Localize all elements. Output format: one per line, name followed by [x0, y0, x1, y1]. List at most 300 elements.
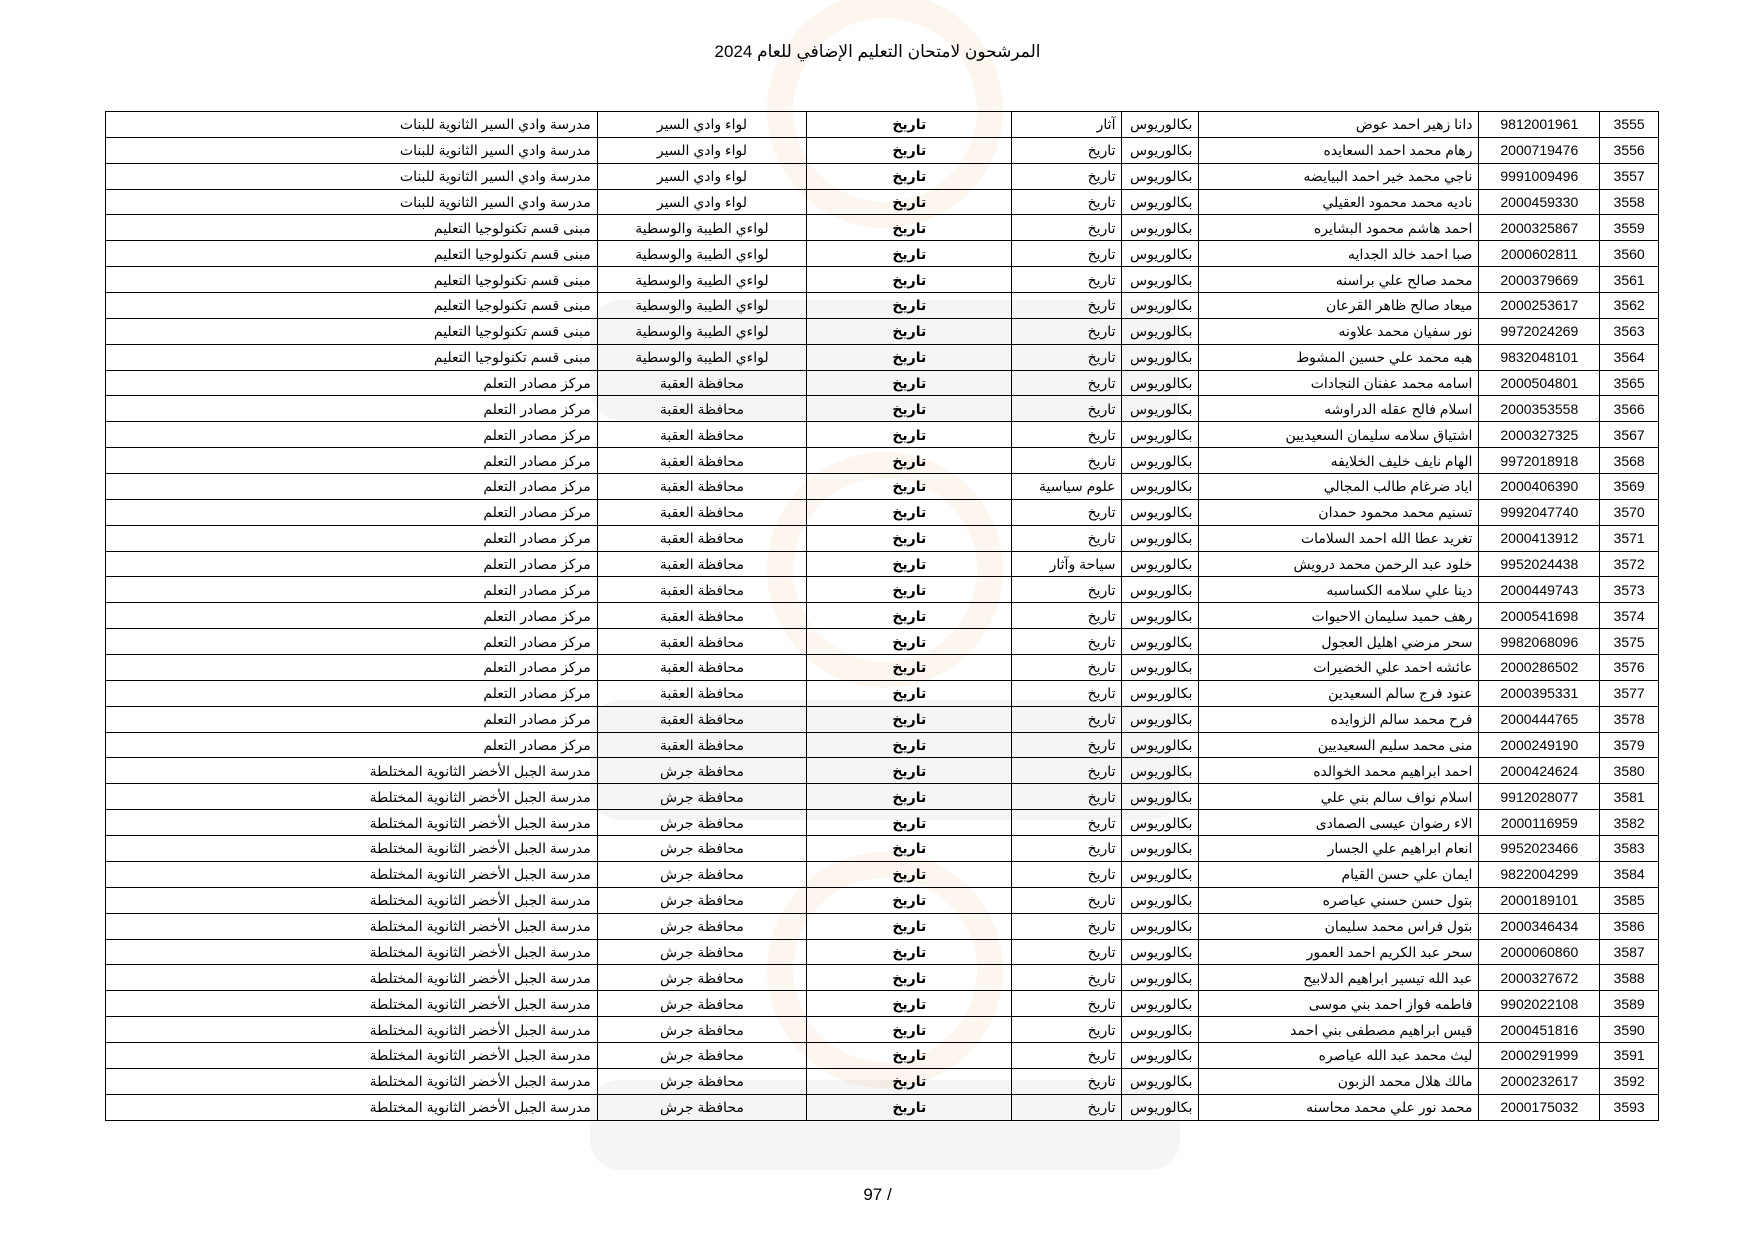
exam-center-cell: مدرسة الجبل الأخضر الثانوية المختلطة	[106, 887, 598, 913]
major-cell: تاريخ	[1012, 448, 1122, 474]
row-number-cell: 3561	[1600, 267, 1659, 293]
major-cell: تاريخ	[1012, 163, 1122, 189]
row-number-cell: 3593	[1600, 1094, 1659, 1120]
national-id-cell: 2000286502	[1479, 655, 1600, 681]
national-id-cell: 2000424624	[1479, 758, 1600, 784]
degree-cell: بكالوريوس	[1122, 1094, 1199, 1120]
page-title: المرشحون لامتحان التعليم الإضافي للعام 2024	[714, 42, 1041, 61]
national-id-cell: 2000395331	[1479, 680, 1600, 706]
exam-subject-cell: تاريخ	[807, 913, 1012, 939]
candidate-name-cell: بتول حسن حسني عياصره	[1199, 887, 1479, 913]
national-id-cell: 2000459330	[1479, 189, 1600, 215]
directorate-cell: لواء وادي السير	[597, 112, 806, 138]
exam-center-cell: مدرسة وادي السير الثانوية للبنات	[106, 137, 598, 163]
directorate-cell: محافظة جرش	[597, 965, 806, 991]
row-number-cell: 3579	[1600, 732, 1659, 758]
exam-subject-cell: تاريخ	[807, 603, 1012, 629]
directorate-cell: محافظة العقبة	[597, 422, 806, 448]
exam-center-cell: مدرسة الجبل الأخضر الثانوية المختلطة	[106, 810, 598, 836]
candidate-name-cell: عنود فرج سالم السعيدين	[1199, 680, 1479, 706]
exam-subject-cell: تاريخ	[807, 422, 1012, 448]
major-cell: تاريخ	[1012, 629, 1122, 655]
national-id-cell: 9822004299	[1479, 861, 1600, 887]
national-id-cell: 9972018918	[1479, 448, 1600, 474]
row-number-cell: 3580	[1600, 758, 1659, 784]
exam-center-cell: مدرسة الجبل الأخضر الثانوية المختلطة	[106, 1068, 598, 1094]
national-id-cell: 2000291999	[1479, 1042, 1600, 1068]
exam-center-cell: مدرسة الجبل الأخضر الثانوية المختلطة	[106, 1017, 598, 1043]
table-row	[106, 137, 1659, 163]
table-row	[106, 241, 1659, 267]
degree-cell: بكالوريوس	[1122, 758, 1199, 784]
directorate-cell: محافظة العقبة	[597, 680, 806, 706]
exam-center-cell: مدرسة الجبل الأخضر الثانوية المختلطة	[106, 913, 598, 939]
major-cell: تاريخ	[1012, 293, 1122, 319]
table-row	[106, 836, 1659, 862]
exam-subject-cell: تاريخ	[807, 836, 1012, 862]
exam-center-cell: مدرسة الجبل الأخضر الثانوية المختلطة	[106, 965, 598, 991]
exam-center-cell: مركز مصادر التعلم	[106, 706, 598, 732]
candidate-name-cell: دانا زهير احمد عوض	[1199, 112, 1479, 138]
candidate-name-cell: فاطمه فواز احمد بني موسى	[1199, 991, 1479, 1017]
directorate-cell: محافظة جرش	[597, 1094, 806, 1120]
major-cell: تاريخ	[1012, 370, 1122, 396]
national-id-cell: 9812001961	[1479, 112, 1600, 138]
row-number-cell: 3583	[1600, 836, 1659, 862]
degree-cell: بكالوريوس	[1122, 1042, 1199, 1068]
exam-center-cell: مبنى قسم تكنولوجيا التعليم	[106, 318, 598, 344]
table-row	[106, 1094, 1659, 1120]
national-id-cell: 9832048101	[1479, 344, 1600, 370]
degree-cell: بكالوريوس	[1122, 939, 1199, 965]
major-cell: تاريخ	[1012, 784, 1122, 810]
exam-subject-cell: تاريخ	[807, 112, 1012, 138]
major-cell: تاريخ	[1012, 267, 1122, 293]
row-number-cell: 3576	[1600, 655, 1659, 681]
major-cell: تاريخ	[1012, 215, 1122, 241]
national-id-cell: 2000346434	[1479, 913, 1600, 939]
exam-subject-cell: تاريخ	[807, 344, 1012, 370]
candidate-name-cell: سحر مرضي اهليل العجول	[1199, 629, 1479, 655]
directorate-cell: محافظة جرش	[597, 1042, 806, 1068]
major-cell: تاريخ	[1012, 241, 1122, 267]
exam-subject-cell: تاريخ	[807, 499, 1012, 525]
exam-subject-cell: تاريخ	[807, 163, 1012, 189]
candidate-name-cell: فرح محمد سالم الزوايده	[1199, 706, 1479, 732]
directorate-cell: محافظة العقبة	[597, 732, 806, 758]
major-cell: تاريخ	[1012, 1094, 1122, 1120]
national-id-cell: 9952024438	[1479, 551, 1600, 577]
major-cell: تاريخ	[1012, 732, 1122, 758]
degree-cell: بكالوريوس	[1122, 1068, 1199, 1094]
degree-cell: بكالوريوس	[1122, 474, 1199, 500]
table-row	[106, 370, 1659, 396]
exam-subject-cell: تاريخ	[807, 706, 1012, 732]
degree-cell: بكالوريوس	[1122, 551, 1199, 577]
table-row	[106, 603, 1659, 629]
candidate-name-cell: اشتياق سلامه سليمان السعيديين	[1199, 422, 1479, 448]
exam-center-cell: مبنى قسم تكنولوجيا التعليم	[106, 215, 598, 241]
exam-subject-cell: تاريخ	[807, 629, 1012, 655]
degree-cell: بكالوريوس	[1122, 991, 1199, 1017]
exam-center-cell: مبنى قسم تكنولوجيا التعليم	[106, 241, 598, 267]
row-number-cell: 3590	[1600, 1017, 1659, 1043]
exam-center-cell: مركز مصادر التعلم	[106, 603, 598, 629]
degree-cell: بكالوريوس	[1122, 422, 1199, 448]
exam-center-cell: مدرسة الجبل الأخضر الثانوية المختلطة	[106, 991, 598, 1017]
national-id-cell: 2000602811	[1479, 241, 1600, 267]
major-cell: تاريخ	[1012, 758, 1122, 784]
table-row	[106, 577, 1659, 603]
national-id-cell: 9902022108	[1479, 991, 1600, 1017]
exam-subject-cell: تاريخ	[807, 655, 1012, 681]
directorate-cell: لواءي الطيبة والوسطية	[597, 267, 806, 293]
national-id-cell: 2000232617	[1479, 1068, 1600, 1094]
national-id-cell: 2000325867	[1479, 215, 1600, 241]
national-id-cell: 2000189101	[1479, 887, 1600, 913]
major-cell: تاريخ	[1012, 680, 1122, 706]
directorate-cell: محافظة العقبة	[597, 370, 806, 396]
row-number-cell: 3592	[1600, 1068, 1659, 1094]
row-number-cell: 3572	[1600, 551, 1659, 577]
degree-cell: بكالوريوس	[1122, 577, 1199, 603]
directorate-cell: محافظة العقبة	[597, 706, 806, 732]
exam-subject-cell: تاريخ	[807, 939, 1012, 965]
degree-cell: بكالوريوس	[1122, 137, 1199, 163]
national-id-cell: 2000406390	[1479, 474, 1600, 500]
exam-center-cell: مركز مصادر التعلم	[106, 577, 598, 603]
table-row	[106, 1017, 1659, 1043]
degree-cell: بكالوريوس	[1122, 163, 1199, 189]
row-number-cell: 3577	[1600, 680, 1659, 706]
row-number-cell: 3589	[1600, 991, 1659, 1017]
directorate-cell: محافظة جرش	[597, 1068, 806, 1094]
candidate-name-cell: خلود عبد الرحمن محمد درويش	[1199, 551, 1479, 577]
row-number-cell: 3571	[1600, 525, 1659, 551]
exam-center-cell: مدرسة الجبل الأخضر الثانوية المختلطة	[106, 758, 598, 784]
degree-cell: بكالوريوس	[1122, 810, 1199, 836]
exam-subject-cell: تاريخ	[807, 525, 1012, 551]
national-id-cell: 9982068096	[1479, 629, 1600, 655]
national-id-cell: 2000451816	[1479, 1017, 1600, 1043]
exam-subject-cell: تاريخ	[807, 396, 1012, 422]
degree-cell: بكالوريوس	[1122, 344, 1199, 370]
degree-cell: بكالوريوس	[1122, 784, 1199, 810]
candidate-name-cell: انعام ابراهيم علي الجسار	[1199, 836, 1479, 862]
candidate-name-cell: صبا احمد خالد الجدايه	[1199, 241, 1479, 267]
major-cell: تاريخ	[1012, 396, 1122, 422]
directorate-cell: محافظة العقبة	[597, 603, 806, 629]
national-id-cell: 2000444765	[1479, 706, 1600, 732]
row-number-cell: 3578	[1600, 706, 1659, 732]
candidate-name-cell: احمد ابراهيم محمد الخوالده	[1199, 758, 1479, 784]
candidate-name-cell: الاء رضوان عيسى الصمادى	[1199, 810, 1479, 836]
directorate-cell: لواءي الطيبة والوسطية	[597, 241, 806, 267]
table-row	[106, 1042, 1659, 1068]
directorate-cell: محافظة جرش	[597, 758, 806, 784]
degree-cell: بكالوريوس	[1122, 267, 1199, 293]
table-row	[106, 189, 1659, 215]
major-cell: سياحة وآثار	[1012, 551, 1122, 577]
table-row	[106, 784, 1659, 810]
table-row	[106, 732, 1659, 758]
row-number-cell: 3559	[1600, 215, 1659, 241]
major-cell: تاريخ	[1012, 991, 1122, 1017]
candidate-name-cell: محمد نور علي محمد محاسنه	[1199, 1094, 1479, 1120]
degree-cell: بكالوريوس	[1122, 241, 1199, 267]
major-cell: تاريخ	[1012, 706, 1122, 732]
directorate-cell: محافظة جرش	[597, 1017, 806, 1043]
candidate-name-cell: ناجي محمد خير احمد البيايضه	[1199, 163, 1479, 189]
major-cell: تاريخ	[1012, 499, 1122, 525]
major-cell: تاريخ	[1012, 1042, 1122, 1068]
directorate-cell: لواء وادي السير	[597, 137, 806, 163]
degree-cell: بكالوريوس	[1122, 525, 1199, 551]
directorate-cell: محافظة العقبة	[597, 525, 806, 551]
table-row	[106, 939, 1659, 965]
exam-center-cell: مركز مصادر التعلم	[106, 448, 598, 474]
major-cell: تاريخ	[1012, 836, 1122, 862]
degree-cell: بكالوريوس	[1122, 836, 1199, 862]
major-cell: تاريخ	[1012, 655, 1122, 681]
national-id-cell: 9991009496	[1479, 163, 1600, 189]
directorate-cell: محافظة العقبة	[597, 396, 806, 422]
degree-cell: بكالوريوس	[1122, 629, 1199, 655]
table-row	[106, 474, 1659, 500]
national-id-cell: 9912028077	[1479, 784, 1600, 810]
row-number-cell: 3582	[1600, 810, 1659, 836]
directorate-cell: لواء وادي السير	[597, 163, 806, 189]
row-number-cell: 3574	[1600, 603, 1659, 629]
degree-cell: بكالوريوس	[1122, 215, 1199, 241]
exam-center-cell: مدرسة الجبل الأخضر الثانوية المختلطة	[106, 939, 598, 965]
table-row	[106, 1068, 1659, 1094]
directorate-cell: لواءي الطيبة والوسطية	[597, 344, 806, 370]
major-cell: تاريخ	[1012, 525, 1122, 551]
row-number-cell: 3560	[1600, 241, 1659, 267]
national-id-cell: 2000504801	[1479, 370, 1600, 396]
exam-center-cell: مدرسة الجبل الأخضر الثانوية المختلطة	[106, 784, 598, 810]
exam-center-cell: مدرسة الجبل الأخضر الثانوية المختلطة	[106, 1094, 598, 1120]
major-cell: تاريخ	[1012, 861, 1122, 887]
table-row	[106, 525, 1659, 551]
major-cell: تاريخ	[1012, 137, 1122, 163]
candidates-table	[105, 111, 1659, 1121]
national-id-cell: 2000060860	[1479, 939, 1600, 965]
major-cell: آثار	[1012, 112, 1122, 138]
candidate-name-cell: منى محمد سليم السعيديين	[1199, 732, 1479, 758]
national-id-cell: 2000175032	[1479, 1094, 1600, 1120]
row-number-cell: 3557	[1600, 163, 1659, 189]
exam-subject-cell: تاريخ	[807, 189, 1012, 215]
directorate-cell: محافظة جرش	[597, 810, 806, 836]
candidate-name-cell: عبد الله تيسير ابراهيم الدلابيح	[1199, 965, 1479, 991]
directorate-cell: محافظة جرش	[597, 861, 806, 887]
exam-center-cell: مركز مصادر التعلم	[106, 370, 598, 396]
degree-cell: بكالوريوس	[1122, 655, 1199, 681]
table-row	[106, 318, 1659, 344]
degree-cell: بكالوريوس	[1122, 706, 1199, 732]
row-number-cell: 3566	[1600, 396, 1659, 422]
candidate-name-cell: تسنيم محمد محمود حمدان	[1199, 499, 1479, 525]
major-cell: تاريخ	[1012, 422, 1122, 448]
row-number-cell: 3584	[1600, 861, 1659, 887]
exam-center-cell: مدرسة وادي السير الثانوية للبنات	[106, 112, 598, 138]
national-id-cell: 9952023466	[1479, 836, 1600, 862]
degree-cell: بكالوريوس	[1122, 913, 1199, 939]
exam-center-cell: مبنى قسم تكنولوجيا التعليم	[106, 267, 598, 293]
exam-center-cell: مدرسة الجبل الأخضر الثانوية المختلطة	[106, 836, 598, 862]
directorate-cell: محافظة العقبة	[597, 577, 806, 603]
exam-subject-cell: تاريخ	[807, 784, 1012, 810]
row-number-cell: 3591	[1600, 1042, 1659, 1068]
table-row	[106, 112, 1659, 138]
exam-subject-cell: تاريخ	[807, 241, 1012, 267]
national-id-cell: 2000719476	[1479, 137, 1600, 163]
exam-subject-cell: تاريخ	[807, 1017, 1012, 1043]
major-cell: تاريخ	[1012, 1068, 1122, 1094]
table-row	[106, 344, 1659, 370]
national-id-cell: 2000413912	[1479, 525, 1600, 551]
major-cell: علوم سياسية	[1012, 474, 1122, 500]
row-number-cell: 3587	[1600, 939, 1659, 965]
row-number-cell: 3568	[1600, 448, 1659, 474]
degree-cell: بكالوريوس	[1122, 965, 1199, 991]
exam-subject-cell: تاريخ	[807, 474, 1012, 500]
exam-subject-cell: تاريخ	[807, 577, 1012, 603]
row-number-cell: 3558	[1600, 189, 1659, 215]
exam-subject-cell: تاريخ	[807, 215, 1012, 241]
exam-center-cell: مركز مصادر التعلم	[106, 396, 598, 422]
row-number-cell: 3581	[1600, 784, 1659, 810]
table-row	[106, 758, 1659, 784]
exam-center-cell: مركز مصادر التعلم	[106, 680, 598, 706]
exam-subject-cell: تاريخ	[807, 732, 1012, 758]
exam-center-cell: مدرسة الجبل الأخضر الثانوية المختلطة	[106, 861, 598, 887]
exam-center-cell: مبنى قسم تكنولوجيا التعليم	[106, 344, 598, 370]
directorate-cell: محافظة جرش	[597, 887, 806, 913]
major-cell: تاريخ	[1012, 1017, 1122, 1043]
row-number-cell: 3563	[1600, 318, 1659, 344]
exam-center-cell: مركز مصادر التعلم	[106, 474, 598, 500]
directorate-cell: لواءي الطيبة والوسطية	[597, 215, 806, 241]
exam-subject-cell: تاريخ	[807, 137, 1012, 163]
table-row	[106, 810, 1659, 836]
candidate-name-cell: رهام محمد احمد السعايده	[1199, 137, 1479, 163]
row-number-cell: 3556	[1600, 137, 1659, 163]
candidate-name-cell: تغريد عطا الله احمد السلامات	[1199, 525, 1479, 551]
major-cell: تاريخ	[1012, 810, 1122, 836]
degree-cell: بكالوريوس	[1122, 861, 1199, 887]
candidate-name-cell: عائشه احمد علي الخضيرات	[1199, 655, 1479, 681]
national-id-cell: 2000449743	[1479, 577, 1600, 603]
table-row	[106, 293, 1659, 319]
table-row	[106, 706, 1659, 732]
degree-cell: بكالوريوس	[1122, 1017, 1199, 1043]
table-row	[106, 215, 1659, 241]
exam-subject-cell: تاريخ	[807, 318, 1012, 344]
exam-subject-cell: تاريخ	[807, 1068, 1012, 1094]
candidate-name-cell: دينا علي سلامه الكساسبه	[1199, 577, 1479, 603]
row-number-cell: 3569	[1600, 474, 1659, 500]
row-number-cell: 3585	[1600, 887, 1659, 913]
exam-subject-cell: تاريخ	[807, 551, 1012, 577]
degree-cell: بكالوريوس	[1122, 499, 1199, 525]
table-row	[106, 965, 1659, 991]
major-cell: تاريخ	[1012, 577, 1122, 603]
row-number-cell: 3575	[1600, 629, 1659, 655]
candidate-name-cell: ايمان علي حسن القيام	[1199, 861, 1479, 887]
exam-center-cell: مركز مصادر التعلم	[106, 551, 598, 577]
national-id-cell: 2000253617	[1479, 293, 1600, 319]
directorate-cell: محافظة جرش	[597, 836, 806, 862]
exam-subject-cell: تاريخ	[807, 293, 1012, 319]
table-body	[106, 112, 1659, 1121]
national-id-cell: 2000379669	[1479, 267, 1600, 293]
degree-cell: بكالوريوس	[1122, 887, 1199, 913]
candidate-name-cell: ناديه محمد محمود العقيلي	[1199, 189, 1479, 215]
national-id-cell: 2000249190	[1479, 732, 1600, 758]
directorate-cell: محافظة العقبة	[597, 474, 806, 500]
degree-cell: بكالوريوس	[1122, 680, 1199, 706]
exam-subject-cell: تاريخ	[807, 267, 1012, 293]
table-row	[106, 655, 1659, 681]
exam-center-cell: مركز مصادر التعلم	[106, 732, 598, 758]
exam-subject-cell: تاريخ	[807, 965, 1012, 991]
table-row	[106, 163, 1659, 189]
table-row	[106, 913, 1659, 939]
exam-subject-cell: تاريخ	[807, 1042, 1012, 1068]
degree-cell: بكالوريوس	[1122, 112, 1199, 138]
directorate-cell: محافظة جرش	[597, 991, 806, 1017]
table-row	[106, 991, 1659, 1017]
exam-center-cell: مركز مصادر التعلم	[106, 499, 598, 525]
major-cell: تاريخ	[1012, 965, 1122, 991]
table-row	[106, 267, 1659, 293]
table-row	[106, 422, 1659, 448]
degree-cell: بكالوريوس	[1122, 189, 1199, 215]
candidate-name-cell: نور سفيان محمد علاونه	[1199, 318, 1479, 344]
candidate-name-cell: الهام نايف خليف الخلايفه	[1199, 448, 1479, 474]
exam-subject-cell: تاريخ	[807, 758, 1012, 784]
major-cell: تاريخ	[1012, 913, 1122, 939]
major-cell: تاريخ	[1012, 189, 1122, 215]
table-row	[106, 499, 1659, 525]
directorate-cell: لواءي الطيبة والوسطية	[597, 318, 806, 344]
exam-subject-cell: تاريخ	[807, 861, 1012, 887]
degree-cell: بكالوريوس	[1122, 448, 1199, 474]
candidate-name-cell: ميعاد صالح ظاهر القرعان	[1199, 293, 1479, 319]
national-id-cell: 9972024269	[1479, 318, 1600, 344]
exam-center-cell: مدرسة الجبل الأخضر الثانوية المختلطة	[106, 1042, 598, 1068]
exam-subject-cell: تاريخ	[807, 448, 1012, 474]
directorate-cell: محافظة جرش	[597, 939, 806, 965]
major-cell: تاريخ	[1012, 318, 1122, 344]
row-number-cell: 3588	[1600, 965, 1659, 991]
degree-cell: بكالوريوس	[1122, 396, 1199, 422]
table-row	[106, 551, 1659, 577]
row-number-cell: 3570	[1600, 499, 1659, 525]
exam-subject-cell: تاريخ	[807, 810, 1012, 836]
row-number-cell: 3555	[1600, 112, 1659, 138]
directorate-cell: محافظة العقبة	[597, 629, 806, 655]
table-row	[106, 887, 1659, 913]
exam-subject-cell: تاريخ	[807, 1094, 1012, 1120]
directorate-cell: محافظة العقبة	[597, 551, 806, 577]
exam-center-cell: مبنى قسم تكنولوجيا التعليم	[106, 293, 598, 319]
candidate-name-cell: اياد ضرغام طالب المجالي	[1199, 474, 1479, 500]
exam-subject-cell: تاريخ	[807, 991, 1012, 1017]
